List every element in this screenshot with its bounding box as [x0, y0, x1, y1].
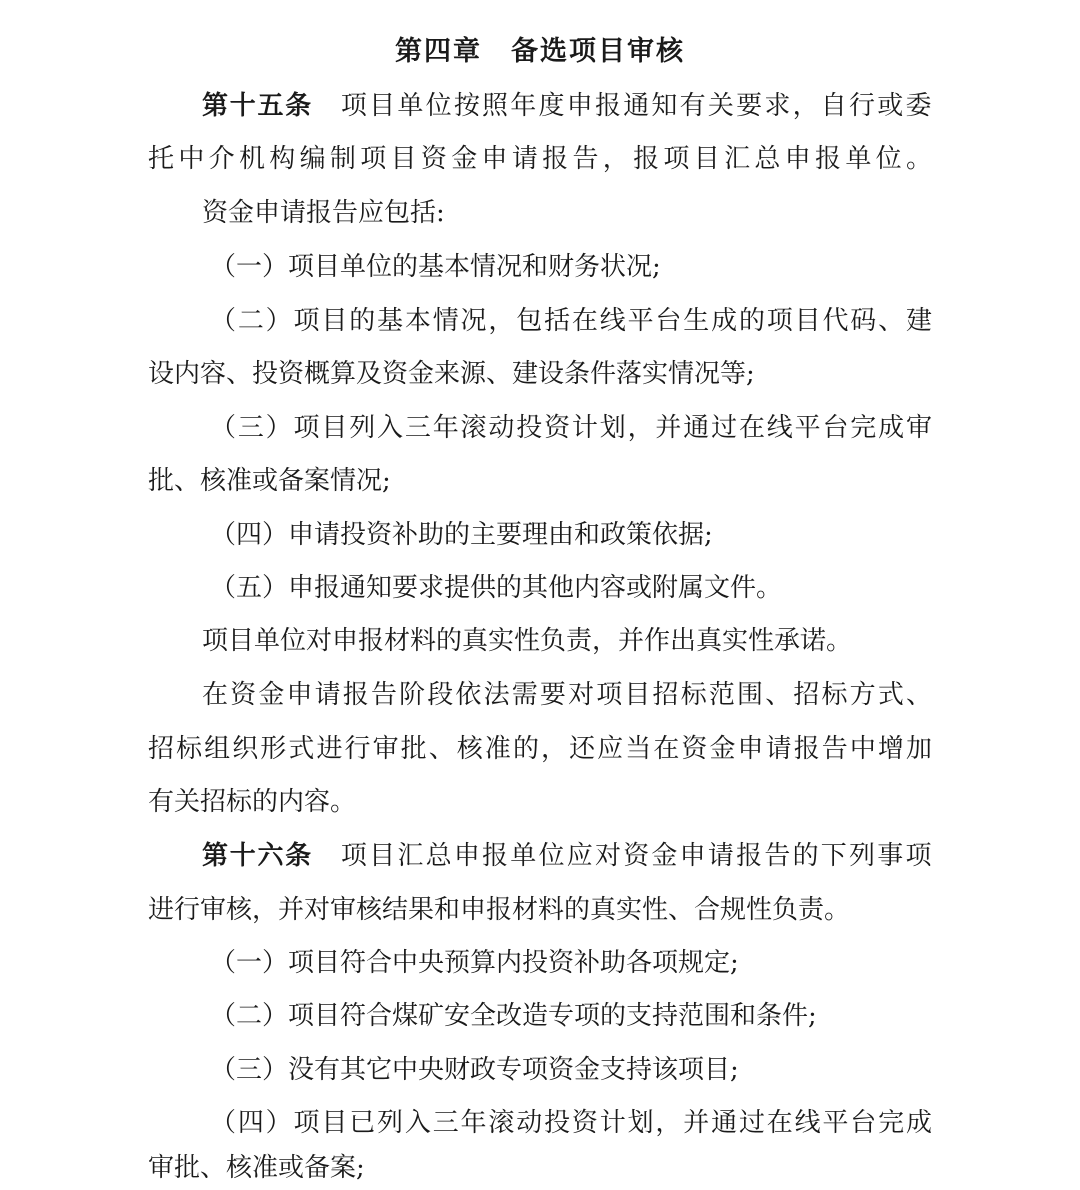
article-16-item-1: （一）项目符合中央预算内投资补助各项规定;	[210, 948, 739, 978]
article-15-item-5: （五）申报通知要求提供的其他内容或附属文件。	[210, 573, 783, 603]
article-15-intro: 资金申请报告应包括:	[202, 198, 445, 228]
article-15-item-3-line-2: 批、核准或备案情况;	[148, 466, 391, 496]
article-15-responsibility: 项目单位对申报材料的真实性负责，并作出真实性承诺。	[202, 626, 853, 656]
article-15-item-2-line-1: （二）项目的基本情况，包括在线平台生成的项目代码、建	[210, 306, 932, 336]
article-16-line-2: 进行审核，并对审核结果和申报材料的真实性、合规性负责。	[148, 895, 851, 925]
article-16-text: 项目汇总申报单位应对资金申请报告的下列事项	[340, 841, 932, 871]
chapter-title: 第四章 备选项目审核	[395, 36, 685, 67]
article-15-line-2: 托中介机构编制项目资金申请报告，报项目汇总申报单位。	[148, 144, 932, 174]
article-16-first-line	[202, 834, 932, 878]
article-15-text: 项目单位按照年度申报通知有关要求，自行或委	[340, 91, 932, 121]
article-15-bidding-line-1: 在资金申请报告阶段依法需要对项目招标范围、招标方式、	[202, 680, 932, 710]
article-15-item-4: （四）申请投资补助的主要理由和政策依据;	[210, 520, 713, 550]
article-15-bidding-line-3: 有关招标的内容。	[148, 787, 357, 817]
article-16-item-2: （二）项目符合煤矿安全改造专项的支持范围和条件;	[210, 1001, 817, 1031]
article-15-item-3-line-1: （三）项目列入三年滚动投资计划，并通过在线平台完成审	[210, 413, 932, 443]
article-16-item-3: （三）没有其它中央财政专项资金支持该项目;	[210, 1055, 739, 1085]
article-15-first-line	[202, 84, 932, 128]
article-16-label: 第十六条	[202, 841, 313, 871]
article-16-item-4-line-2: 审批、核准或备案;	[148, 1153, 365, 1183]
article-15-bidding-line-2: 招标组织形式进行审批、核准的，还应当在资金申请报告中增加	[148, 734, 932, 764]
article-15-item-1: （一）项目单位的基本情况和财务状况;	[210, 252, 661, 282]
article-15-item-2-line-2: 设内容、投资概算及资金来源、建设条件落实情况等;	[148, 359, 755, 389]
article-15-label: 第十五条	[202, 91, 313, 121]
article-16-item-4-line-1: （四）项目已列入三年滚动投资计划，并通过在线平台完成	[210, 1108, 932, 1138]
